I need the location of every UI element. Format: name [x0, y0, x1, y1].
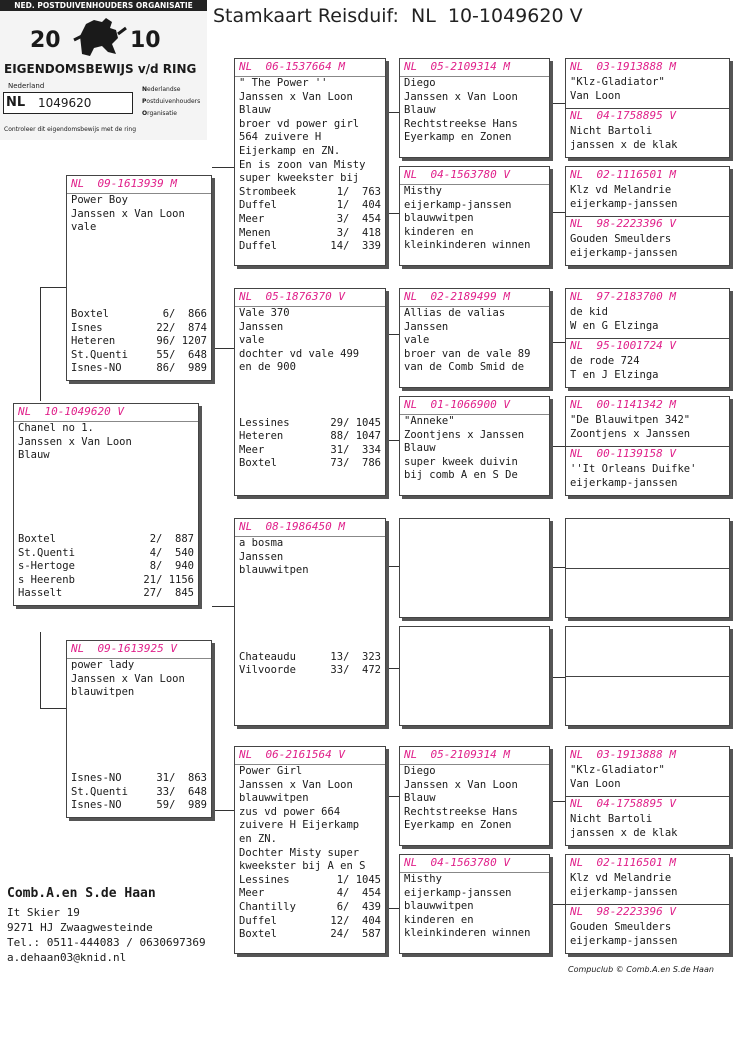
pigeon-info-line: eijerkamp-janssen: [404, 198, 512, 211]
pigeon-info-line: vale: [71, 221, 97, 234]
connector: [386, 334, 399, 336]
connector: [550, 904, 565, 906]
race-result-row: Lessines 1/ 1045: [239, 873, 381, 886]
race-result-row: Heteren 96/ 1207: [71, 335, 207, 348]
connector: [550, 342, 565, 344]
country-label: Nederland: [8, 82, 45, 90]
ring-number: NL 95-1001724 V: [570, 339, 676, 352]
connector: [386, 440, 399, 442]
pigeon-info-line: en de 900: [239, 361, 296, 374]
pigeon-info-line: janssen x de klak: [570, 826, 678, 839]
ancestor-slot: [566, 289, 729, 339]
race-result-row: s Heerenb 21/ 1156: [18, 573, 194, 586]
footer-credit: Compuclub © Comb.A.en S.de Haan: [568, 965, 714, 974]
grandsire-paternal-card: [234, 58, 386, 266]
npo-line-3: Organisatie: [142, 110, 177, 117]
pigeon-info-line: blauwwitpen: [239, 564, 309, 577]
ring-number: NL 00-1141342 M: [570, 398, 676, 411]
ring-number: NL 03-1913888 M: [570, 748, 676, 761]
ancestor-slot: [566, 796, 729, 845]
race-result-row: Chantilly 6/ 439: [239, 900, 381, 913]
pigeon-info-line: janssen x de klak: [570, 138, 678, 151]
pigeon-info-line: Rechtstreekse Hans: [404, 117, 518, 130]
race-result-row: Boxtel 2/ 887: [18, 533, 194, 546]
race-result-row: Boxtel 6/ 866: [71, 308, 207, 321]
empty-ancestor-card: [399, 626, 550, 726]
pigeon-info-line: kinderen en: [404, 225, 474, 238]
pigeon-info-line: Eyerkamp en Zonen: [404, 819, 512, 832]
pigeon-info-line: Janssen: [404, 320, 449, 333]
race-result-row: Lessines 29/ 1045: [239, 416, 381, 429]
mother-card: [66, 640, 212, 818]
race-result-row: Isnes-NO 86/ 989: [71, 362, 207, 375]
pigeon-info-line: Allias de valias: [404, 307, 506, 319]
pigeon-info-line: Van Loon: [570, 89, 621, 102]
owner-address: [7, 886, 206, 965]
pigeon-info-line: vale: [239, 334, 265, 347]
connector: [212, 606, 234, 608]
empty-ancestor-card: [399, 518, 550, 618]
pigeon-info-line: en ZN.: [239, 832, 277, 845]
pigeon-info-line: eijerkamp-janssen: [570, 934, 678, 947]
granddam-maternal-card: [234, 746, 386, 954]
connector: [212, 348, 234, 350]
great-grandparent-card: [399, 396, 550, 496]
connector: [386, 796, 399, 798]
npo-mark: [142, 84, 200, 120]
pigeon-info-line: van de Comb Smid de: [404, 361, 525, 374]
pigeon-info-line: Janssen x Van Loon: [404, 778, 518, 791]
ring-number: NL 10-1049620 V: [14, 404, 198, 422]
ring-number: NL 09-1613925 V: [67, 641, 211, 659]
pigeon-info-line: zus vd power 664: [239, 805, 341, 818]
ring-number: NL 02-2189499 M: [400, 289, 549, 307]
ring-number: NL 04-1758895 V: [570, 797, 676, 810]
race-result-row: Meer 4/ 454: [239, 887, 381, 900]
ring-number: NL 04-1563780 V: [400, 167, 549, 185]
pigeon-info-line: Diego: [404, 77, 436, 89]
ancestor-slot: [566, 904, 729, 953]
pigeon-info-line: Zoontjens x Janssen: [404, 428, 525, 441]
pigeon-info-line: Van Loon: [570, 777, 621, 790]
owner-street: It Skier 19: [7, 906, 80, 919]
pigeon-info-line: "Anneke": [404, 415, 455, 427]
pigeon-info-line: Blauw: [404, 104, 436, 117]
pigeon-info-line: "De Blauwitpen 342": [570, 414, 691, 426]
subject-pigeon-card: [13, 403, 199, 606]
ring-number: NL 04-1563780 V: [400, 855, 549, 873]
race-result-row: Heteren 88/ 1047: [239, 430, 381, 443]
ring-number: NL 02-1116501 M: [570, 856, 676, 869]
great-great-grandparents-card: [565, 854, 730, 954]
certificate-caption: EIGENDOMSBEWIJS v/d RING: [4, 62, 197, 76]
pigeon-info-line: eijerkamp-janssen: [404, 886, 512, 899]
pigeon-info-line: T en J Elzinga: [570, 368, 659, 381]
race-result-row: Meer 3/ 454: [239, 212, 381, 225]
connector: [550, 677, 565, 679]
pigeon-info-line: Blauw: [404, 792, 436, 805]
great-grandparent-card: [399, 854, 550, 954]
pigeon-info-line: Blauw: [404, 442, 436, 455]
race-results: [14, 533, 198, 601]
pigeon-info-line: Rechtstreekse Hans: [404, 805, 518, 818]
ring-number: NL 05-1876370 V: [235, 289, 385, 307]
lion-emblem-icon: [72, 14, 128, 60]
pigeon-info-line: power lady: [71, 659, 135, 671]
owner-city: 9271 HJ Zwaagwesteinde: [7, 921, 153, 934]
great-great-grandparents-card: [565, 396, 730, 496]
pigeon-info-line: Nicht Bartoli: [570, 125, 653, 137]
pigeon-info-line: blauwitpen: [71, 686, 135, 699]
ancestor-slot: [566, 519, 729, 569]
great-grandparent-card: [399, 746, 550, 846]
year-left: 20: [30, 28, 61, 53]
race-result-row: Vilvoorde 33/ 472: [239, 664, 381, 677]
pigeon-info-line: a bosma: [239, 537, 284, 549]
pigeon-info-line: ''It Orleans Duifke': [570, 463, 697, 475]
race-result-row: s-Hertoge 8/ 940: [18, 560, 194, 573]
pigeon-info-line: Janssen x Van Loon: [404, 90, 518, 103]
connector: [550, 567, 565, 569]
ancestor-slot: [566, 108, 729, 157]
pigeon-info-line: Janssen x Van Loon: [71, 207, 185, 220]
pigeon-info-line: Chanel no 1.: [18, 422, 94, 434]
ancestor-slot: [566, 397, 729, 447]
pigeon-info-line: kweekster bij A en S: [239, 860, 366, 873]
pigeon-info-line: Eijerkamp en ZN.: [239, 144, 341, 157]
pigeon-info-line: 564 zuivere H: [239, 131, 322, 144]
page-title: Stamkaart Reisduif: NL 10-1049620 V: [213, 5, 583, 27]
connector: [40, 287, 69, 401]
pigeon-info-line: super kweek duivin: [404, 455, 518, 468]
great-grandparent-card: [399, 166, 550, 266]
ring-number: NL 08-1986450 M: [235, 519, 385, 537]
connector: [212, 810, 234, 812]
pigeon-info-line: eijerkamp-janssen: [570, 197, 678, 210]
certificate-note: Controleer dit eigendomsbewijs met de ring: [4, 126, 137, 133]
pigeon-info-line: de rode 724: [570, 355, 640, 367]
ring-number: 1049620: [38, 96, 92, 110]
race-result-row: Isnes 22/ 874: [71, 321, 207, 334]
race-result-row: Boxtel 24/ 587: [239, 928, 381, 941]
connector: [212, 167, 234, 169]
great-great-grandparents-card: [565, 288, 730, 388]
pigeon-info-line: Eyerkamp en Zonen: [404, 131, 512, 144]
empty-ancestor-card: [565, 518, 730, 618]
ancestor-slot: [566, 446, 729, 495]
pigeon-info-line: Janssen x Van Loon: [239, 90, 353, 103]
race-result-row: Duffel 12/ 404: [239, 914, 381, 927]
ancestor-slot: [566, 216, 729, 265]
ancestor-slot: [566, 59, 729, 109]
pigeon-info-line: bij comb A en S De: [404, 469, 518, 482]
pigeon-info-line: kleinkinderen winnen: [404, 927, 531, 940]
pigeon-info-line: Zoontjens x Janssen: [570, 427, 691, 440]
race-results: [67, 308, 211, 376]
race-results: [67, 772, 211, 813]
great-great-grandparents-card: [565, 58, 730, 158]
pigeon-info-line: Klz vd Melandrie: [570, 872, 672, 884]
ring-number: NL 01-1066900 V: [400, 397, 549, 415]
ring-number: NL 98-2223396 V: [570, 905, 676, 918]
connector: [550, 446, 565, 448]
ring-number: NL 97-2183700 M: [570, 290, 676, 303]
pigeon-info-line: kleinkinderen winnen: [404, 239, 531, 252]
race-result-row: Menen 3/ 418: [239, 226, 381, 239]
pigeon-info-line: Power Boy: [71, 194, 128, 206]
pigeon-info-line: Klz vd Melandrie: [570, 184, 672, 196]
pigeon-info-line: Janssen: [239, 550, 284, 563]
connector: [40, 632, 69, 709]
pigeon-info-line: Janssen x Van Loon: [18, 435, 132, 448]
connector: [386, 668, 399, 670]
pigeon-info-line: Janssen: [239, 320, 284, 333]
race-result-row: Meer 31/ 334: [239, 443, 381, 456]
race-result-row: Duffel 14/ 339: [239, 240, 381, 253]
pigeon-info-line: Gouden Smeulders: [570, 233, 672, 245]
owner-name: Comb.A.en S.de Haan: [7, 886, 156, 901]
pigeon-info-line: blauwwitpen: [404, 900, 474, 913]
connector: [550, 103, 565, 105]
ancestor-slot: [566, 627, 729, 677]
ring-number: NL 00-1139158 V: [570, 447, 676, 460]
pigeon-info-line: Gouden Smeulders: [570, 921, 672, 933]
npo-line-1: Nederlandse: [142, 86, 181, 93]
owner-phone: Tel.: 0511-444083 / 0630697369: [7, 936, 206, 949]
pigeon-info-line: eijerkamp-janssen: [570, 246, 678, 259]
year-right: 10: [130, 28, 161, 53]
race-result-row: Strombeek 1/ 763: [239, 185, 381, 198]
ancestor-slot: [566, 167, 729, 217]
owner-email: a.dehaan03@knid.nl: [7, 951, 127, 964]
ring-number: NL 09-1613939 M: [67, 176, 211, 194]
race-result-row: St.Quenti 33/ 648: [71, 785, 207, 798]
race-result-row: St.Quenti 55/ 648: [71, 348, 207, 361]
pigeon-info-line: zuivere H Eijerkamp: [239, 819, 360, 832]
pigeon-info-line: broer van de vale 89: [404, 347, 531, 360]
ancestor-slot: [566, 338, 729, 387]
pigeon-info-line: de kid: [570, 306, 608, 318]
org-name: NED. POSTDUIVENHOUDERS ORGANISATIE: [0, 0, 207, 11]
pigeon-info-line: Nicht Bartoli: [570, 813, 653, 825]
pigeon-info-line: Blauw: [239, 104, 271, 117]
pigeon-info-line: blauwwitpen: [239, 792, 309, 805]
pigeon-info-line: En is zoon van Misty: [239, 158, 366, 171]
ring-number: NL 06-1537664 M: [235, 59, 385, 77]
pigeon-info-line: vale: [404, 334, 430, 347]
race-result-row: St.Quenti 4/ 540: [18, 546, 194, 559]
pigeon-info-line: Misthy: [404, 873, 442, 885]
ring-number: NL 04-1758895 V: [570, 109, 676, 122]
race-results: [235, 417, 385, 471]
pigeon-info-line: kinderen en: [404, 913, 474, 926]
pigeon-info-line: " The Power '': [239, 77, 328, 89]
pigeon-info-line: Vale 370: [239, 307, 290, 319]
great-grandparent-card: [399, 58, 550, 158]
ring-number: NL 02-1116501 M: [570, 168, 676, 181]
grandsire-maternal-card: [234, 518, 386, 726]
ring-field: [3, 92, 133, 114]
connector: [386, 566, 399, 568]
ring-number: NL 06-2161564 V: [235, 747, 385, 765]
pigeon-info-line: Janssen x Van Loon: [71, 672, 185, 685]
father-card: [66, 175, 212, 381]
great-great-grandparents-card: [565, 746, 730, 846]
ring-prefix: NL: [6, 95, 26, 110]
empty-ancestor-card: [565, 626, 730, 726]
pigeon-info-line: eijerkamp-janssen: [570, 476, 678, 489]
pigeon-info-line: blauwwitpen: [404, 212, 474, 225]
connector: [386, 112, 399, 114]
pigeon-info-line: Janssen x Van Loon: [239, 778, 353, 791]
pigeon-info-line: dochter vd vale 499: [239, 347, 360, 360]
pigeon-info-line: Diego: [404, 765, 436, 777]
ancestor-slot: [566, 747, 729, 797]
connector: [386, 213, 399, 215]
great-great-grandparents-card: [565, 166, 730, 266]
race-result-row: Duffel 1/ 404: [239, 199, 381, 212]
great-grandparent-card: [399, 288, 550, 388]
race-result-row: Boxtel 73/ 786: [239, 457, 381, 470]
pigeon-info-line: eijerkamp-janssen: [570, 885, 678, 898]
pigeon-info-line: super kweekster bij: [239, 172, 360, 185]
connector: [386, 908, 399, 910]
npo-line-2: Postduivenhouders: [142, 98, 201, 105]
pigeon-info-line: W en G Elzinga: [570, 319, 659, 332]
pigeon-info-line: Blauw: [18, 449, 50, 462]
race-result-row: Hasselt 27/ 845: [18, 587, 194, 600]
pigeon-info-line: Power Girl: [239, 765, 303, 777]
ring-number: NL 05-2109314 M: [400, 747, 549, 765]
ring-number: NL 98-2223396 V: [570, 217, 676, 230]
ring-number: NL 05-2109314 M: [400, 59, 549, 77]
pigeon-info-line: broer vd power girl: [239, 117, 360, 130]
ancestor-slot: [566, 855, 729, 905]
ownership-certificate: [0, 0, 207, 140]
granddam-paternal-card: [234, 288, 386, 496]
race-results: [235, 651, 385, 678]
pigeon-info-line: Dochter Misty super: [239, 846, 360, 859]
race-result-row: Isnes-NO 59/ 989: [71, 799, 207, 812]
connector: [550, 801, 565, 803]
ring-number: NL 03-1913888 M: [570, 60, 676, 73]
pigeon-info-line: "Klz-Gladiator": [570, 76, 665, 88]
connector: [550, 212, 565, 214]
race-result-row: Isnes-NO 31/ 863: [71, 772, 207, 785]
pigeon-info-line: "Klz-Gladiator": [570, 764, 665, 776]
race-result-row: Chateaudu 13/ 323: [239, 650, 381, 663]
pigeon-info-line: Misthy: [404, 185, 442, 197]
